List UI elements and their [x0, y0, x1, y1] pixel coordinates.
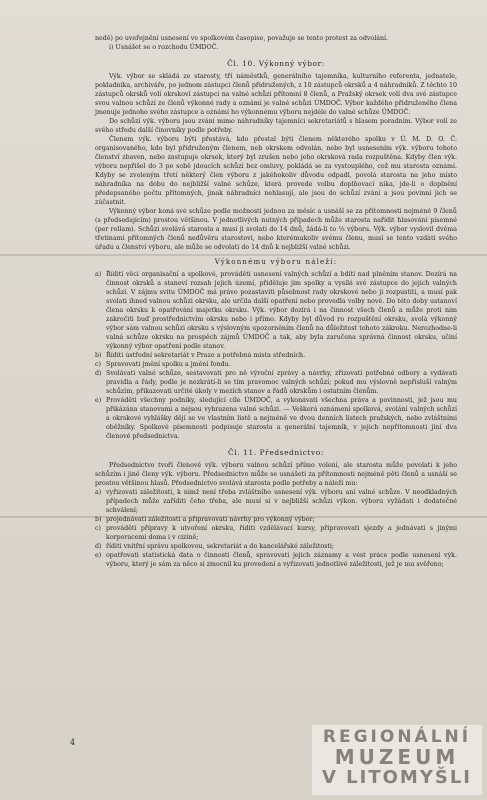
presidium-text: opatřovati statistická data o činnosti členů, spravovati jejich záznamy a vést práce podle usnesení výk. výboru, který je sám za něco si zmocnil ku provedení a vyřizovati jednotlivé záležitosti, jež je mu svěřeno;	[106, 552, 457, 568]
duty-label: c)	[95, 361, 101, 368]
top-item-i: i) Usnášet se o rozchodu ÚMDOČ.	[109, 44, 219, 51]
duty-text: Svolávati valné schůze, sestavovati pro ně výroční zprávy a návrhy, zřizovati potřebné odbory a vydávati pravidla a řády, podle je nezkrátí-li se tím pravomoc valných schůzí; pokud mu výslovně nepřísluší valným schůzím, přikazovati určité úkoly v mezích stanov a řádů okrskům i ostatním členům.	[106, 370, 457, 395]
presidium-item	[95, 515, 457, 524]
watermark-line: MUZEUM	[334, 745, 460, 769]
presidium-text: vyřizovati záležitosti, k nimž není třeba zvláštního usnesení výk. výboru ani valné schůze. V neodkladných případech může zaříditi čeho třeba, ale musí si v nejbližší schůzi výkon. výboru vyžádati i dodatečné schválení;	[106, 489, 457, 514]
presidium-text: projednávati záležitosti a připravovati návrhy pro výkonný výbor;	[106, 516, 315, 523]
page-content	[95, 34, 457, 569]
art10-paragraph: Do schůzí výk. výboru jsou zváni mimo náhradníky tajemníci sekretariátů s hlasem poradním. Výbor volí ze svého středu další činovníky podle potřeby.	[95, 118, 457, 134]
art10-paragraph: Výk. výbor se skládá ze starosty, tří náměstků, generálního tajemníka, kulturního referenta, jednatele, pokladníka, archiváře, po jednom zástupci členů přidružených, z 10 zástupců okrsků a 4 náhradníků. Z těchto 10 zástupců okrsků volí okrskoví zástupci na valné schůzi přítomní 8 členů, a Pražský okrsek volí dva své zástupce svou valnou schůzí ze členů výkonné rady a oznámí je valné schůzi ÚMDOČ. Výbor každého přidruženého člena jmenuje jednoho svého zástupce a oznámí ho výkonnému výboru nejdéle do valné schůze ÚMDOČ.	[95, 73, 457, 116]
duty-item	[95, 360, 457, 369]
watermark-line: V LITOMYŠLI	[321, 767, 473, 788]
art10-paragraph: Členem výk. výboru býti přestává, kdo přestal býti členem některého spolku v Ú. M. D. O. Č. organisovaného, kdo byl přidruženým členem, neb okrskem odvolán, nebo byl usnesením výk. výboru tohoto členství zbaven, nebo zastupuje okrsek, který byl zrušen nebo jeho okrsková rada rozpuštěna. Kdyby člen výk. výboru nepřišel do 3 po sobě jdoucích schůzí bez omluvy, pokládá se za vystouplého, což mu starosta oznámí. Kdyby se zvoleným třetí některý člen výboru z jakéhokoliv důvodu odpadl, povolá starosta na jeho místo náhradníka na dobu do nejbližší valné schůze, která provede volbu doplňovací nika, jde-li o doplnění předepsaného počtu přítomných, jinak náhradníci nehlasují, ale jsou do schůzí zváni a jsou povinni jich se zúčastnit.	[95, 136, 457, 206]
art10-paragraph: Výkonný výbor koná své schůze podle možnosti jednou za měsíc a usnáší se za přítomnosti nejméně 9 členů (s předsedajícím) prostou většinou. V jednotlivých nutných případech může starosta nařídit hlasování písemné (per rollam). Schůzi svolává starosta a musí ji svolati do 14 dnů, žádá-li to ⅓ výboru. Výk. výbor vyslovil dvěma třetinami přítomných členů nedůvěru starostovi, nebo kterémukoliv svému členu, musí se tento vzdáti svého úřadu a členství výboru, ale může se odvolati do 14 dnů k nejbližší valné schůzi.	[95, 208, 457, 251]
duty-item	[95, 369, 457, 396]
article-11-heading: Čl. 11. Předsednictvo:	[228, 448, 324, 457]
duty-item	[95, 351, 457, 360]
presidium-item	[95, 551, 457, 569]
presidium-label: c)	[95, 525, 101, 532]
presidium-text: říditi vnitřní správu spolkovou, sekretariát a do kancelářské záležitosti;	[106, 543, 335, 550]
presidium-label: e)	[95, 552, 102, 559]
duty-label: e)	[95, 397, 102, 404]
duty-text: Prováděti všechny podniky, sledující cíle ÚMDOČ, a vykonávati všechna práva a povinnosti, jež jsou mu přikázána stanovami a nejsou vyhrazena valné schůzi. — Veškerá oznámení spolková, svolání valných schůzí a okrskové vyhlášky dějí se ve vlastním listě a nejméně ve dvou denních listech pražských, nebo zvláštními oběžníky. Spolkové písemnosti podpisuje starosta a generální tajemník, v jejich nepřítomnosti jiní dva členové předsednictva.	[106, 397, 457, 440]
museum-watermark	[312, 725, 482, 795]
watermark-line: REGIONÁLNÍ	[322, 727, 472, 747]
duty-text: Říditi věci organisační a spolkové, prováděti usnesení valných schůzí a bdíti nad plněním stanov. Dozírá na činnost okrsků a stanoví rozsah jejich území, přiděluje jim spolky a vysílá své zástupce do jejich valných schůzí. V zájmu svitu ÚMDOČ má právo pozastaviti působnost rady okrskové nebo ji rozpustiti, a musí pak svolati ihned valnou schůzi okrsku, ale určila další opatření nebo provedla volby nové. Do této doby ustanoví člena okrsku k opatřování majetku okrsku. Výk. výbor dozírá i na činnost všech členů a může proti nim zakročiti buď prostřednictvím okrsku nebo i přímo. Kdyby byl důvod ro rozpuštění okrsku, svolá výkonný výbor sám valnou schůzi okrsku s výslovným upozorněním členů na důležitost tohoto zákroku. Nerozhodne-li valná schůze okrsku na prospěch zájmů ÚMDOČ a tak, aby byla zaručena správná činnost okrsku, učiní výkonný výbor opatření podle stanov.	[106, 271, 457, 350]
presidium-item	[95, 542, 457, 551]
presidium-label: b)	[95, 516, 102, 523]
duty-label: d)	[95, 370, 102, 377]
duty-label: b)	[95, 352, 102, 359]
presidium-item	[95, 488, 457, 515]
presidium-item	[95, 524, 457, 542]
duties-heading: Výkonnému výboru náleží:	[214, 258, 338, 266]
duty-text: Spravovati jmění spolku a jmění fondu.	[106, 361, 231, 368]
duty-item	[95, 396, 457, 441]
presidium-text: prováděti přípravy k utvoření okrsku, říditi vzdělávací kursy, připravovati sjezdy a jednávati s jinými korporacemi doma i v cizině;	[106, 525, 457, 541]
top-paragraph: nedě) po uveřejnění usnesení ve spolkovém časopise, považuje se tento protest za odvolání.	[95, 35, 389, 42]
duty-text: Říditi ústřední sekretariát v Praze a potřebná místa středních.	[106, 352, 306, 359]
presidium-label: d)	[95, 543, 102, 550]
art11-intro: Předsednictvo tvoří členové výk. výboru valnou schůzí přímo volení, ale starosta může povolati k jeho schůzím i jiné členy výk. výboru. Předsednictvo může se usnášeti za přítomnosti nejméně pěti členů a usnáší se prostou většinou hlasů. Předsednictvo svolává starosta podle potřeby a náleží mu:	[95, 462, 457, 487]
presidium-label: a)	[95, 489, 102, 496]
article-10-heading: Čl. 10. Výkonný výbor:	[227, 59, 325, 68]
duty-item	[95, 270, 457, 351]
duty-label: a)	[95, 271, 102, 278]
page-number: 4	[70, 738, 76, 747]
